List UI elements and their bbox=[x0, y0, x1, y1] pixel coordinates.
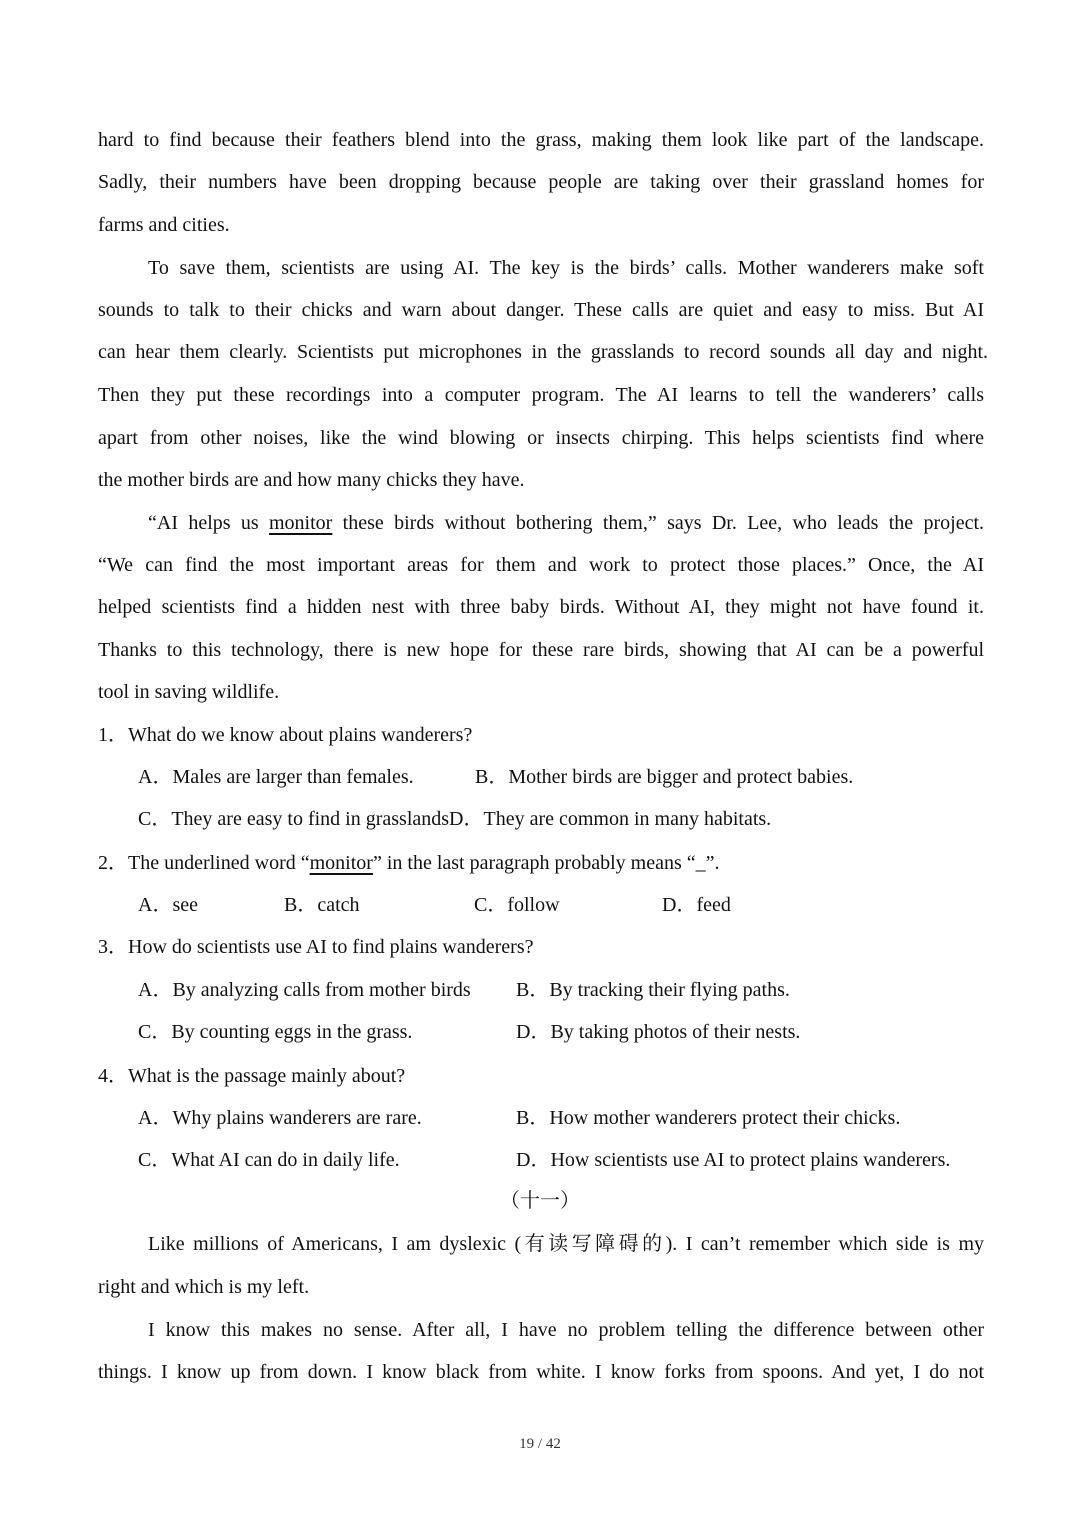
option-b: B．How mother wanderers protect their chicks. bbox=[516, 1107, 901, 1129]
question-stem: 3．How do scientists use AI to find plains wanderers? bbox=[98, 936, 534, 958]
question-stem: 4．What is the passage mainly about? bbox=[98, 1065, 406, 1087]
section-heading: （十一） bbox=[500, 1190, 580, 1212]
option-b: B．Mother birds are bigger and protect babies. bbox=[475, 766, 854, 788]
passage-line: farms and cities. bbox=[98, 214, 230, 236]
option-b: B．catch bbox=[284, 894, 360, 916]
underlined-word: monitor bbox=[269, 512, 333, 534]
passage-line: sounds to talk to their chicks and warn about danger. These calls are quiet and easy to miss. But AI bbox=[98, 299, 984, 321]
option-a: A．see bbox=[138, 894, 198, 916]
passage-line: things. I know up from down. I know black from white. I know forks from spoons. And yet, I do not bbox=[98, 1361, 984, 1383]
passage-line: Like millions of Americans, I am dyslexic (有读写障碍的). I can’t remember which side is my bbox=[148, 1233, 984, 1255]
passage-line: I know this makes no sense. After all, I have no problem telling the difference between other bbox=[148, 1319, 984, 1341]
option-a: A．Males are larger than females. bbox=[138, 766, 414, 788]
underlined-word: monitor bbox=[309, 852, 373, 874]
passage-line: Then they put these recordings into a computer program. The AI learns to tell the wanderers’ calls bbox=[98, 384, 984, 406]
passage-line: the mother birds are and how many chicks they have. bbox=[98, 469, 525, 491]
option-a: A．By analyzing calls from mother birds bbox=[138, 979, 471, 1001]
passage-line: tool in saving wildlife. bbox=[98, 681, 280, 703]
passage-line: “AI helps us monitor these birds without bothering them,” says Dr. Lee, who leads the project. bbox=[148, 512, 985, 534]
option-cd: C．They are easy to find in grasslandsD．They are common in many habitats. bbox=[138, 808, 772, 830]
option-d: D．By taking photos of their nests. bbox=[516, 1021, 801, 1043]
question-stem: 1．What do we know about plains wanderers? bbox=[98, 724, 473, 746]
option-c: C．By counting eggs in the grass. bbox=[138, 1021, 413, 1043]
passage-line: To save them, scientists are using AI. The key is the birds’ calls. Mother wanderers make soft bbox=[148, 257, 984, 279]
passage-line: Thanks to this technology, there is new hope for these rare birds, showing that AI can be a powerful bbox=[98, 639, 984, 661]
question-stem: 2．The underlined word “monitor” in the last paragraph probably means “_”. bbox=[98, 852, 720, 874]
option-c: C．What AI can do in daily life. bbox=[138, 1149, 400, 1171]
page-number: 19 / 42 bbox=[519, 1436, 561, 1452]
option-b: B．By tracking their flying paths. bbox=[516, 979, 790, 1001]
option-a: A．Why plains wanderers are rare. bbox=[138, 1107, 422, 1129]
passage-line: right and which is my left. bbox=[98, 1276, 310, 1298]
passage-line: helped scientists find a hidden nest with three baby birds. Without AI, they might not have found it. bbox=[98, 596, 984, 618]
passage-line: hard to find because their feathers blend into the grass, making them look like part of the landscape. bbox=[98, 129, 984, 151]
passage-line: apart from other noises, like the wind blowing or insects chirping. This helps scientists find where bbox=[98, 427, 984, 449]
passage-line: can hear them clearly. Scientists put microphones in the grasslands to record sounds all day and night. bbox=[98, 341, 988, 363]
option-d: D．feed bbox=[662, 894, 731, 916]
passage-line: Sadly, their numbers have been dropping because people are taking over their grassland homes for bbox=[98, 171, 984, 193]
option-c: C．follow bbox=[474, 894, 560, 916]
option-d: D．How scientists use AI to protect plains wanderers. bbox=[516, 1149, 951, 1171]
passage-line: “We can find the most important areas for them and work to protect those places.” Once, the AI bbox=[98, 554, 984, 576]
